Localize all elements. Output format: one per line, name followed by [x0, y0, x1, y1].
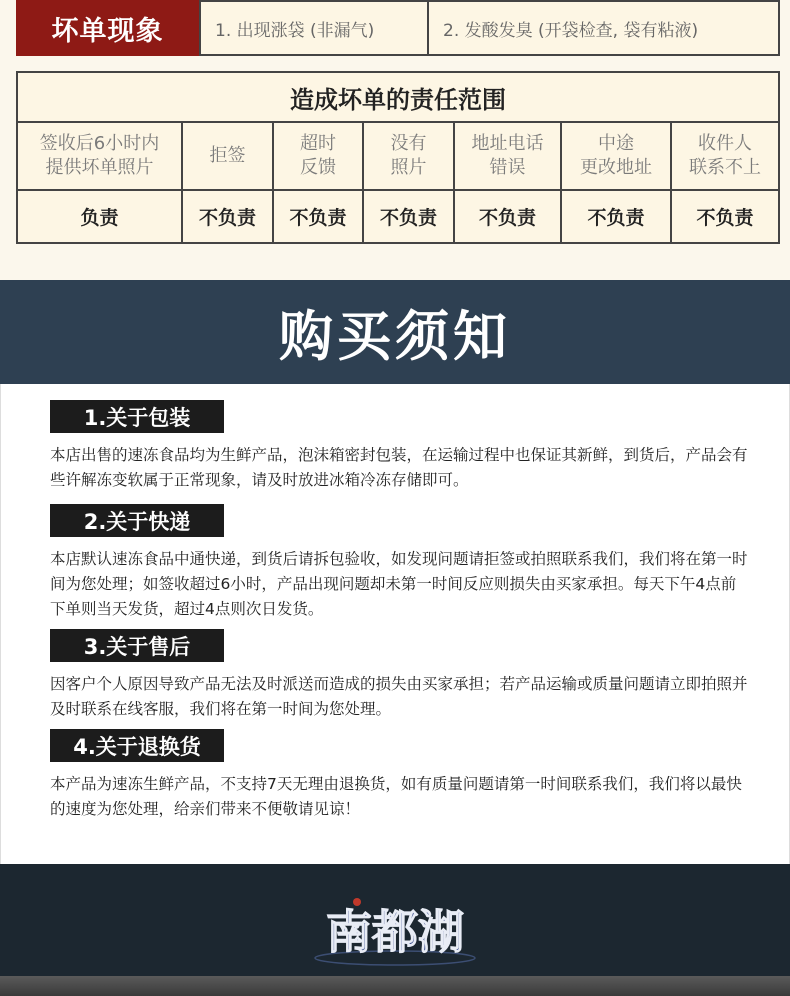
- section-heading: 4.关于退换货: [50, 729, 224, 762]
- responsibility-value-row: [18, 191, 778, 242]
- purchase-notice-body: [0, 384, 790, 864]
- section-text: 本店出售的速冻食品均为生鲜产品，泡沫箱密封包装，在运输过程中也保证其新鲜，到货后，产品会有些许解冻变软属于正常现象，请及时放进冰箱冷冻存储即可。: [50, 446, 748, 489]
- purchase-notice-title: 购买须知: [279, 304, 511, 368]
- notice-section-packaging: [50, 400, 750, 493]
- section-heading: 3.关于售后: [50, 629, 224, 662]
- section-heading: 2.关于快递: [50, 504, 224, 537]
- section-text: 因客户个人原因导致产品无法及时派送而造成的损失由买家承担；若产品运输或质量问题请立即拍照并及时联系在线客服，我们将在第一时间为您处理。: [50, 675, 748, 718]
- table-header-cell: 超时 反馈: [274, 123, 364, 189]
- footer: [0, 864, 790, 996]
- bad-order-section: [0, 0, 790, 280]
- tab-bad-order: 坏单现象: [16, 0, 199, 56]
- table-header-cell: 地址电话 错误: [455, 123, 562, 189]
- responsibility-table: [16, 71, 780, 244]
- table-cell: 不负责: [364, 191, 455, 242]
- notice-section-delivery: [50, 504, 750, 622]
- table-header-cell: 没有 照片: [364, 123, 455, 189]
- table-header-cell: 签收后6小时内 提供坏单照片: [18, 123, 183, 189]
- responsibility-title: 造成坏单的责任范围: [18, 73, 778, 123]
- table-cell: 不负责: [183, 191, 274, 242]
- section-text: 本产品为速冻生鲜产品，不支持7天无理由退换货，如有质量问题请第一时间联系我们，我们将以最快的速度为您处理，给亲们带来不便敬请见谅！: [50, 775, 742, 818]
- table-cell: 不负责: [455, 191, 562, 242]
- notice-section-returns: [50, 729, 750, 822]
- footer-strip: [0, 976, 790, 996]
- table-header-cell: 拒签: [183, 123, 274, 189]
- table-cell: 不负责: [562, 191, 672, 242]
- table-cell: 不负责: [696, 207, 754, 229]
- phenomena-tabs: [16, 0, 780, 56]
- table-header-cell: 收件人 联系不上: [689, 133, 761, 178]
- section-heading: 1.关于包装: [50, 400, 224, 433]
- phenomenon-sour-smell: 2. 发酸发臭 (开袋检查, 袋有粘液): [429, 0, 780, 56]
- table-cell: 负责: [18, 191, 183, 242]
- table-cell: 不负责: [274, 191, 364, 242]
- table-header-cell: 中途 更改地址: [562, 123, 672, 189]
- brand-name: 南都湖: [326, 905, 464, 959]
- purchase-notice-banner: [0, 280, 790, 384]
- responsibility-header-row: [18, 123, 778, 191]
- notice-section-after-sales: [50, 629, 750, 722]
- phenomenon-bloated-bag: 1. 出现涨袋 (非漏气): [199, 0, 429, 56]
- brand-logo: [295, 892, 495, 972]
- section-text: 本店默认速冻食品中通快递，到货后请拆包验收，如发现问题请拒签或拍照联系我们，我们将在第一时间为您处理；如签收超过6小时，产品出现问题却未第一时间反应则损失由买家承担。每天下午4点前下单则当天发货，超过4点则次日发货。: [50, 550, 748, 618]
